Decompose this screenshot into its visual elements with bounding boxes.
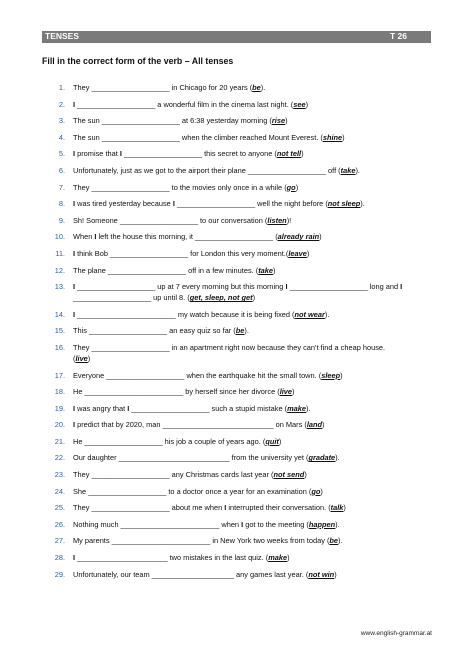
exercise-number: 10. — [54, 232, 65, 242]
verb-hint: take — [258, 265, 274, 275]
exercise-number: 7. — [58, 182, 65, 192]
exercise-sentence — [73, 281, 435, 303]
exercise-sentence — [73, 215, 435, 226]
sentence-text: when the earthquake hit the small town. ( — [184, 370, 322, 380]
verb-hint: go — [286, 182, 296, 192]
answer-blank[interactable]: ________________________ — [120, 519, 220, 529]
exercise-item — [0, 386, 474, 397]
exercise-item — [0, 436, 474, 447]
exercise-sentence — [73, 309, 435, 320]
sentence-text: I — [73, 420, 76, 430]
sentence-text: I — [73, 149, 76, 159]
sentence-text: ) — [292, 387, 295, 397]
exercise-number: 4. — [58, 132, 65, 142]
sentence-text: in New York two weeks from today ( — [210, 536, 330, 546]
sentence-text: ) — [278, 436, 282, 446]
exercise-item — [0, 148, 474, 159]
sentence-text: )! — [286, 215, 292, 225]
exercise-number: 26. — [54, 519, 65, 529]
sentence-text: ). — [260, 83, 266, 92]
exercise-number: 22. — [54, 453, 65, 463]
answer-blank[interactable]: ___________________ — [91, 83, 170, 92]
exercise-sentence — [73, 386, 435, 397]
verb-hint: gradate — [308, 453, 336, 463]
exercise-sentence — [73, 165, 435, 176]
sentence-text: I — [73, 403, 76, 413]
sentence-text: Our daughter — [73, 453, 119, 463]
exercise-item — [0, 486, 474, 497]
sentence-text: his job a couple of years ago. ( — [162, 436, 266, 446]
exercise-item — [0, 519, 474, 530]
exercise-number: 2. — [58, 99, 65, 109]
exercise-sentence — [73, 552, 435, 563]
exercise-number: 14. — [54, 309, 65, 319]
answer-blank[interactable]: ___________________ — [119, 215, 198, 225]
verb-hint: be — [235, 326, 245, 336]
sentence-text: to the movies only once in a while ( — [169, 182, 287, 192]
answer-blank[interactable]: ________________________ — [77, 309, 176, 319]
sentence-text: about me when — [169, 503, 225, 513]
exercise-sentence — [73, 182, 435, 193]
answer-blank[interactable]: ___________________ — [91, 470, 170, 480]
answer-blank[interactable]: ___________________ — [91, 182, 170, 192]
sentence-text: ) — [252, 293, 256, 303]
exercise-item — [0, 325, 474, 336]
sentence-text: to our conversation ( — [197, 215, 268, 225]
exercise-item — [0, 552, 474, 563]
sentence-text: They — [73, 83, 92, 92]
sentence-text: ) — [295, 182, 299, 192]
sentence-text: ) — [342, 132, 345, 142]
sentence-text: ). — [360, 199, 365, 209]
exercise-item — [0, 370, 474, 381]
sentence-text: They — [73, 342, 92, 352]
sentence-text: was tired yesterday because — [75, 199, 173, 209]
sentence-text: ). — [244, 326, 249, 336]
exercise-number: 15. — [54, 326, 65, 336]
verb-hint: talk — [330, 503, 344, 513]
sentence-text: Everyone — [73, 370, 107, 380]
header-bar — [42, 31, 431, 42]
answer-blank[interactable]: ___________________ — [176, 199, 256, 209]
sentence-text: The plane — [73, 265, 108, 275]
verb-hint: live — [279, 387, 293, 397]
sentence-text: well the night before ( — [255, 199, 328, 209]
sentence-text: ) — [340, 370, 343, 380]
exercise-item — [0, 248, 474, 259]
verb-hint: quit — [265, 436, 279, 446]
answer-blank[interactable]: ___________________ — [89, 326, 168, 336]
verb-hint: not send — [273, 470, 305, 480]
sentence-text: ). — [306, 403, 311, 413]
sentence-text: This — [73, 326, 90, 336]
exercise-sentence — [73, 419, 435, 430]
sentence-text: a wonderful film in the cinema last night. ( — [155, 99, 294, 109]
exercise-number: 3. — [58, 116, 65, 126]
exercise-sentence — [73, 148, 435, 159]
sentence-text: left the house this morning, it — [96, 232, 196, 242]
exercise-sentence — [73, 82, 435, 93]
answer-blank[interactable]: ___________________ — [73, 293, 152, 303]
sentence-text: ) — [87, 353, 91, 363]
exercise-sentence — [73, 198, 435, 209]
verb-hint: go — [311, 486, 321, 496]
sentence-text: ). — [338, 536, 343, 546]
exercise-item — [0, 82, 474, 93]
exercise-sentence — [73, 486, 435, 497]
exercise-sentence — [73, 370, 435, 381]
exercise-item — [0, 569, 474, 580]
verb-hint: make — [287, 403, 307, 413]
sentence-text: to a doctor once a year for an examination ( — [166, 486, 312, 496]
sentence-text: I — [224, 503, 227, 513]
sentence-text: think Bob — [75, 248, 110, 258]
sentence-text: ). — [335, 519, 340, 529]
answer-blank[interactable]: ___________________ — [91, 503, 170, 513]
answer-blank[interactable]: ___________________ — [84, 436, 163, 446]
exercise-list — [0, 82, 474, 585]
exercise-number: 1. — [58, 83, 65, 92]
sentence-text: got to the meeting ( — [243, 519, 309, 529]
sentence-text: in Chicago for 20 years ( — [169, 83, 253, 92]
exercise-item — [0, 403, 474, 414]
sentence-text: when — [219, 519, 242, 529]
answer-blank[interactable]: ___________________ — [109, 248, 189, 258]
exercise-item — [0, 535, 474, 546]
verb-hint: sleep — [321, 370, 341, 380]
answer-blank[interactable]: ____________________ — [151, 569, 234, 579]
sentence-text: Nothing much — [73, 519, 121, 529]
sentence-text: from the university yet ( — [229, 453, 309, 463]
verb-hint: make — [268, 553, 288, 563]
answer-blank[interactable]: ________________________ — [84, 387, 184, 397]
exercise-item — [0, 469, 474, 480]
exercise-item — [0, 419, 474, 430]
exercise-number: 5. — [58, 149, 65, 159]
header-divider — [42, 42, 431, 43]
sentence-text: They — [73, 182, 92, 192]
sentence-text: The sun — [73, 132, 102, 142]
exercise-number: 12. — [54, 265, 65, 275]
answer-blank[interactable]: ___________________________ — [162, 420, 274, 430]
sentence-text: I — [73, 309, 76, 319]
sentence-text: up at 7 every morning but this morning — [155, 282, 286, 292]
sentence-text: I — [241, 519, 244, 529]
verb-hint: not wear — [294, 309, 325, 319]
sentence-text: He — [73, 387, 85, 397]
sentence-text: this secret to anyone ( — [202, 149, 277, 159]
sentence-text: ) — [273, 265, 276, 275]
exercise-sentence — [73, 132, 435, 143]
sentence-text: such a stupid mistake ( — [209, 403, 288, 413]
exercise-item — [0, 309, 474, 320]
exercise-item — [0, 115, 474, 126]
exercise-number: 9. — [58, 215, 65, 225]
verb-hint: not sleep — [327, 199, 361, 209]
sentence-text: They — [73, 470, 92, 480]
sentence-text: I — [73, 199, 76, 209]
sentence-text: ) — [287, 553, 290, 563]
exercise-item — [0, 182, 474, 193]
answer-blank[interactable]: ___________________ — [289, 282, 368, 292]
exercise-item — [0, 99, 474, 110]
sentence-text: My parents — [73, 536, 112, 546]
exercise-sentence — [73, 535, 435, 546]
verb-hint: not win — [308, 569, 335, 579]
sentence-text: Unfortunately, just as we got to the airport their plane — [73, 165, 248, 175]
exercise-item — [0, 165, 474, 176]
answer-blank[interactable]: ___________________ — [247, 165, 326, 175]
exercise-number: 6. — [58, 165, 65, 175]
sentence-text: ). — [335, 453, 340, 463]
sentence-text: ) — [322, 420, 325, 430]
verb-hint: be — [252, 83, 261, 92]
exercise-sentence — [73, 99, 435, 110]
sentence-text: ). — [324, 309, 330, 319]
sentence-text: ( — [73, 353, 76, 363]
exercise-number: 19. — [54, 403, 65, 413]
sentence-text: an easy quiz so far ( — [167, 326, 236, 336]
sentence-text: ( — [273, 232, 278, 242]
verb-hint: see — [293, 99, 306, 109]
exercise-number: 25. — [54, 503, 65, 513]
exercise-number: 27. — [54, 536, 65, 546]
answer-blank[interactable]: ___________________ — [101, 116, 180, 126]
exercise-sentence — [73, 265, 435, 276]
exercise-sentence — [73, 403, 435, 414]
sentence-text: ). — [355, 165, 360, 175]
verb-hint: get, sleep, not get — [189, 293, 253, 303]
answer-blank[interactable]: ___________________ — [88, 486, 167, 496]
exercise-sentence — [73, 436, 435, 447]
exercise-item — [0, 281, 474, 303]
exercise-item — [0, 265, 474, 276]
exercise-item — [0, 198, 474, 209]
answer-blank[interactable]: ______________________ — [77, 553, 168, 563]
exercise-sentence — [73, 569, 435, 580]
answer-blank[interactable]: ___________________ — [107, 265, 187, 275]
sentence-text: by herself since her divorce ( — [183, 387, 280, 397]
sentence-text: I — [127, 403, 130, 413]
exercise-number: 8. — [58, 199, 65, 209]
sentence-text: I — [73, 248, 76, 258]
sentence-text: Unfortunately, our team — [73, 569, 152, 579]
answer-blank[interactable]: ___________________ — [123, 149, 203, 159]
worksheet-code: T 26 — [389, 31, 407, 41]
verb-hint: listen — [267, 215, 287, 225]
sentence-text: in an apartment right now because they can't find a cheap house. — [169, 342, 386, 352]
sentence-text: He — [73, 436, 85, 446]
exercise-item — [0, 231, 474, 242]
sentence-text: promise that — [75, 149, 120, 159]
sentence-text: ) — [306, 248, 310, 258]
answer-blank[interactable]: ___________________ — [131, 403, 210, 413]
exercise-sentence — [73, 342, 435, 364]
sentence-text: ) — [320, 486, 323, 496]
footer-url: www.english-grammar.at — [360, 630, 432, 637]
exercise-number: 13. — [54, 282, 65, 292]
verb-hint: land — [306, 420, 323, 430]
verb-hint: already rain — [277, 232, 320, 242]
verb-hint: leave — [288, 248, 307, 258]
answer-blank[interactable]: ___________________ — [101, 132, 180, 142]
verb-hint: be — [329, 536, 339, 546]
sentence-text: I — [73, 99, 76, 109]
exercise-number: 16. — [54, 342, 65, 352]
answer-blank[interactable]: ___________________ — [77, 99, 156, 109]
exercise-number: 20. — [54, 420, 65, 430]
verb-hint: happen — [308, 519, 336, 529]
sentence-text: ) — [304, 470, 307, 480]
sentence-text: I — [119, 149, 122, 159]
sentence-text: They — [73, 503, 92, 513]
sentence-text: my watch because it is being fixed ( — [175, 309, 295, 319]
sentence-text: long and — [367, 282, 401, 292]
answer-blank[interactable]: ___________________ — [77, 282, 156, 292]
exercise-item — [0, 502, 474, 513]
exercise-sentence — [73, 325, 435, 336]
sentence-text: was angry that — [75, 403, 128, 413]
sentence-text: up until 8. ( — [151, 293, 190, 303]
sentence-text: ) — [319, 232, 322, 242]
verb-hint: take — [340, 165, 356, 175]
sentence-text: I — [73, 282, 76, 292]
sentence-text: any Christmas cards last year ( — [169, 470, 274, 480]
exercise-number: 17. — [54, 370, 65, 380]
sentence-text: on Mars ( — [273, 420, 307, 430]
exercise-sentence — [73, 452, 435, 463]
answer-blank[interactable]: ___________________ — [195, 232, 274, 242]
sentence-text: interrupted their conversation. ( — [226, 503, 331, 513]
exercise-item — [0, 132, 474, 143]
sentence-text: ) — [343, 503, 346, 513]
verb-hint: not tell — [276, 149, 302, 159]
sentence-text: two mistakes in the last quiz. ( — [167, 553, 269, 563]
answer-blank[interactable]: ________________________ — [111, 536, 211, 546]
verb-hint: live — [75, 353, 88, 363]
exercise-sentence — [73, 469, 435, 480]
answer-blank[interactable]: ___________________ — [91, 342, 170, 352]
sentence-text: I — [73, 553, 76, 563]
sentence-text: predict that by 2020, man — [75, 420, 163, 430]
sentence-text: ) — [305, 99, 309, 109]
verb-hint: shine — [322, 132, 343, 142]
sentence-text: for London this very moment.( — [188, 248, 289, 258]
sentence-text: any games last year. ( — [233, 569, 309, 579]
sentence-text: I — [285, 282, 288, 292]
header-title: TENSES — [45, 31, 80, 41]
sentence-text: off ( — [325, 165, 341, 175]
exercise-sentence — [73, 115, 435, 126]
sentence-text: I — [172, 199, 175, 209]
sentence-text: When — [73, 232, 95, 242]
sentence-text: The sun — [73, 116, 102, 126]
exercise-sentence — [73, 502, 435, 513]
answer-blank[interactable]: ___________________________ — [118, 453, 230, 463]
sentence-text: I — [400, 282, 403, 292]
exercise-number: 11. — [55, 248, 65, 258]
sentence-text: ) — [301, 149, 304, 159]
exercise-sentence — [73, 231, 435, 242]
answer-blank[interactable]: ___________________ — [106, 370, 185, 380]
instructions-heading: Fill in the correct form of the verb – All tenses — [42, 56, 234, 66]
exercise-number: 18. — [54, 387, 65, 397]
exercise-number: 24. — [54, 486, 65, 496]
exercise-sentence — [73, 519, 435, 530]
sentence-text: ) — [334, 569, 337, 579]
exercise-number: 29. — [54, 569, 65, 579]
sentence-text: She — [73, 486, 89, 496]
exercise-item — [0, 215, 474, 226]
verb-hint: rise — [271, 116, 286, 126]
sentence-text: Sh! Someone — [73, 215, 120, 225]
exercise-number: 23. — [54, 470, 65, 480]
sentence-text: off in a few minutes. ( — [186, 265, 259, 275]
exercise-number: 28. — [54, 553, 65, 563]
sentence-text: I — [94, 232, 97, 242]
exercise-item — [0, 452, 474, 463]
exercise-item — [0, 342, 474, 364]
sentence-text: ) — [285, 116, 288, 126]
exercise-sentence — [73, 248, 435, 259]
exercise-number: 21. — [54, 436, 65, 446]
sentence-text: when the climber reached Mount Everest. ( — [179, 132, 323, 142]
sentence-text: at 6:38 yesterday morning ( — [179, 116, 272, 126]
